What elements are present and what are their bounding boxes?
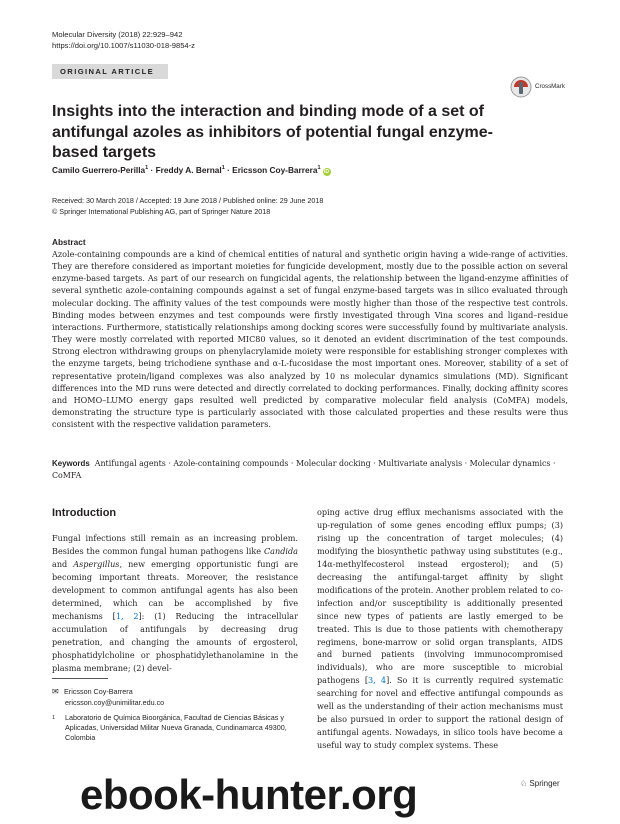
- journal-header: [52, 29, 195, 51]
- crossmark-badge[interactable]: [510, 74, 574, 100]
- intro-column-left: [52, 532, 298, 674]
- springer-horse-icon: ♘: [520, 779, 528, 788]
- keywords-list: Antifungal agents · Azole-containing compounds · Molecular docking · Multivariate analysis · Molecular dynamics · CoMFA: [52, 459, 556, 480]
- citation-link[interactable]: 1, 2: [115, 610, 139, 621]
- watermark: ebook-hunter.org: [80, 771, 418, 818]
- author-list: [52, 165, 331, 176]
- citation-link[interactable]: 3, 4: [368, 675, 387, 686]
- copyright-line: © Springer International Publishing AG, part of Springer Nature 2018: [52, 206, 271, 216]
- publication-dates: [52, 196, 323, 217]
- history-dates: Received: 30 March 2018 / Accepted: 19 June 2018 / Published online: 29 June 2018: [52, 196, 324, 205]
- body-text: new emerging opportunistic fungi are becoming important threats. Moreover, the resistance development to common antifungal agents has also been determined, which can be accomplished by five mechanisms [: [52, 558, 299, 621]
- body-text: ]: (1) Reducing the intracellular accumulation of antifungals by decreasing drug penetration, and changing the amounts of ergosterol, phosphatidylcholine or phosphatidylethanolamine in the plasma membrane; (2) devel-: [52, 610, 298, 673]
- envelope-icon: ✉: [52, 687, 59, 696]
- section-heading-introduction: Introduction: [52, 507, 117, 519]
- keywords-label: Keywords: [52, 459, 90, 468]
- orcid-icon[interactable]: iD: [324, 169, 330, 175]
- species-name: Candida: [263, 545, 298, 556]
- author-affiliation-mark: 1: [317, 165, 321, 172]
- body-text: Fungal infections still remain as an increasing problem. Besides the common fungal human pathogens like: [52, 533, 298, 556]
- author-separator: ·: [227, 165, 230, 175]
- affiliation-footnote: [52, 713, 298, 744]
- crossmark-icon: [510, 74, 532, 100]
- author-separator: ·: [150, 165, 154, 175]
- paper-title: Insights into the interaction and binding mode of a set of antifungal azoles as inhibitors of potential fungal enzyme-based targets: [52, 103, 493, 161]
- journal-citation: Molecular Diversity (2018) 22:929–942: [52, 30, 183, 39]
- intro-column-right: [317, 506, 563, 752]
- article-type-badge: ORIGINAL ARTICLE: [52, 64, 168, 79]
- springer-logo: [520, 779, 560, 788]
- footnote-divider: [52, 678, 108, 679]
- body-text: and: [52, 558, 74, 569]
- affiliation-text: Laboratorio de Química Bioorgánica, Facultad de Ciencias Básicas y Aplicadas, Universidad Militar Nueva Granada, Cundinamarca 49300, Colombia: [65, 713, 287, 743]
- crossmark-label: CrossMark: [535, 83, 565, 90]
- species-name: Aspergillus,: [73, 558, 123, 569]
- author-name[interactable]: Freddy A. Bernal: [155, 165, 222, 175]
- abstract-body: Azole-containing compounds are a kind of chemical entities of natural and synthetic origin having a wide-range of activities. They are therefore considered as important moieties for fungicide development, mostly due to the possible action on several enzyme-based targets. As part of our research on fungicidal agents, the relationship between the ligand-enzyme affinities of several synthetic azole-containing compounds against a set of fungal enzyme-based targets was in silico evaluated through molecular docking. The affinity values of the test compounds were mostly higher than those of the respective test controls. Binding modes between enzymes and test compounds were firstly investigated through Vina scores and ligand–residue interactions. Furthermore, statistically relationships among docking scores were successfully found by multivariate analysis. They were mostly correlated with reported MIC80 values, so it denoted an evident discrimination of the test compounds. Strong electron withdrawing groups on phenylacrylamide moiety were responsible for establishing stronger complexes with the enzyme targets, being trichodiene synthase and α-L-fucosidase the most important ones. Moreover, stability of a set of representative protein/ligand complexes was also analyzed by 10 ns molecular dynamics simulations (MD). Significant differences into the MD runs were detected and directly correlated to docking performances. Finally, docking affinity scores and HOMO–LUMO energy gaps resulted well predicted by comparative molecular field analysis (CoMFA) models, demonstrating the structure type is particularly associated with those calculated properties and these results were thus consistent with the respective validation parameters.: [52, 249, 568, 430]
- abstract-heading: Abstract: [52, 237, 86, 247]
- corresponding-author-name: Ericsson Coy-Barrera: [64, 687, 133, 696]
- corresponding-email[interactable]: ericsson.coy@unimilitar.edu.co: [65, 697, 165, 707]
- corresponding-author: [52, 687, 164, 708]
- doi-link[interactable]: https://doi.org/10.1007/s11030-018-9854-z: [52, 41, 195, 50]
- body-text: ]. So it is currently required systematic searching for novel and effective antifungal compounds as well as the understanding of their action mechanisms must be also pursued in order to support the rational design of antifungal agents. Nowadays, in silico tools have become a useful way to study complex systems. These: [317, 675, 563, 751]
- keywords-section: [52, 458, 568, 481]
- author-affiliation-mark: 1: [221, 165, 225, 172]
- author-name[interactable]: Camilo Guerrero-Perilla: [52, 165, 146, 175]
- publisher-name: Springer: [529, 779, 560, 788]
- author-affiliation-mark: 1: [145, 165, 149, 172]
- author-name[interactable]: Ericsson Coy-Barrera: [232, 165, 318, 175]
- affiliation-number: 1: [52, 715, 56, 721]
- body-text: oping active drug efflux mechanisms associated with the up-regulation of some genes encoding efflux pumps; (3) rising up the concentration of target molecules; (4) modifying the biosynthetic pathway using substitutes (e.g., 14α-methylfecosterol instead ergosterol); and (5) decreasing the antifungal-target affinity by slight modifications of the protein. Another problem related to co-infection and/or susceptibility is additionally presented since new types of patients are lastly emerged to be treated. This is due to those patients with chemotherapy regimens, bone-marrow or solid organ transplants, AIDS and burned patients (involving immunocompromised individuals), who are more susceptible to microbial pathogens [: [317, 507, 563, 686]
